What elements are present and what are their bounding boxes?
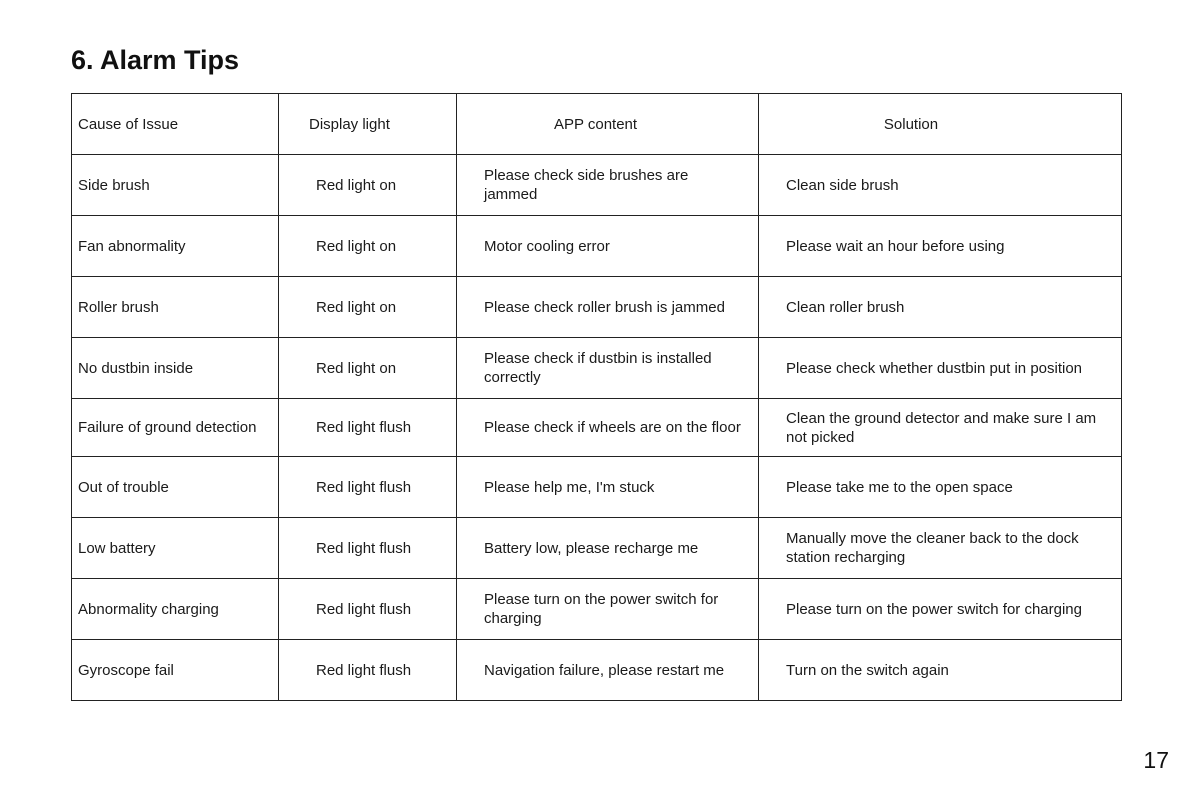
table-row <box>72 338 1122 399</box>
page-title: 6. Alarm Tips <box>71 45 240 75</box>
table-row <box>72 579 1122 640</box>
solution-cell: Clean roller brush <box>759 277 1122 338</box>
cause-cell: Low battery <box>72 518 279 579</box>
header-display-light: Display light <box>279 94 457 155</box>
app-content-cell: Please check side brushes are jammed <box>457 155 759 216</box>
cause-cell: Failure of ground detection <box>72 399 279 457</box>
solution-cell: Please wait an hour before using <box>759 216 1122 277</box>
app-content-cell: Motor cooling error <box>457 216 759 277</box>
page-number: 17 <box>1143 747 1169 773</box>
solution-cell: Clean side brush <box>759 155 1122 216</box>
table-header-row <box>72 94 1122 155</box>
table-row <box>72 399 1122 457</box>
solution-cell: Clean the ground detector and make sure I am not picked <box>759 399 1122 457</box>
alarm-tips-table <box>71 93 1122 701</box>
display-light-cell: Red light flush <box>279 518 457 579</box>
header-solution: Solution <box>759 94 1122 155</box>
app-content-cell: Please turn on the power switch for charging <box>457 579 759 640</box>
app-content-cell: Please check if wheels are on the floor <box>457 399 759 457</box>
solution-cell: Please turn on the power switch for charging <box>759 579 1122 640</box>
display-light-cell: Red light flush <box>279 457 457 518</box>
display-light-cell: Red light on <box>279 216 457 277</box>
app-content-cell: Navigation failure, please restart me <box>457 640 759 701</box>
display-light-cell: Red light on <box>279 155 457 216</box>
cause-cell: Side brush <box>72 155 279 216</box>
table-row <box>72 640 1122 701</box>
solution-cell: Please check whether dustbin put in position <box>759 338 1122 399</box>
display-light-cell: Red light flush <box>279 579 457 640</box>
cause-cell: Gyroscope fail <box>72 640 279 701</box>
solution-cell: Manually move the cleaner back to the dock station recharging <box>759 518 1122 579</box>
table-row <box>72 457 1122 518</box>
cause-cell: Fan abnormality <box>72 216 279 277</box>
table-row <box>72 216 1122 277</box>
table-row <box>72 155 1122 216</box>
header-app-content: APP content <box>457 94 759 155</box>
table-row <box>72 277 1122 338</box>
solution-cell: Turn on the switch again <box>759 640 1122 701</box>
cause-cell: Abnormality charging <box>72 579 279 640</box>
cause-cell: Roller brush <box>72 277 279 338</box>
cause-cell: Out of trouble <box>72 457 279 518</box>
header-cause-of-issue: Cause of Issue <box>72 94 279 155</box>
display-light-cell: Red light flush <box>279 640 457 701</box>
display-light-cell: Red light on <box>279 338 457 399</box>
app-content-cell: Please check if dustbin is installed correctly <box>457 338 759 399</box>
display-light-cell: Red light on <box>279 277 457 338</box>
table-row <box>72 518 1122 579</box>
app-content-cell: Please check roller brush is jammed <box>457 277 759 338</box>
app-content-cell: Battery low, please recharge me <box>457 518 759 579</box>
display-light-cell: Red light flush <box>279 399 457 457</box>
app-content-cell: Please help me, I'm stuck <box>457 457 759 518</box>
cause-cell: No dustbin inside <box>72 338 279 399</box>
solution-cell: Please take me to the open space <box>759 457 1122 518</box>
